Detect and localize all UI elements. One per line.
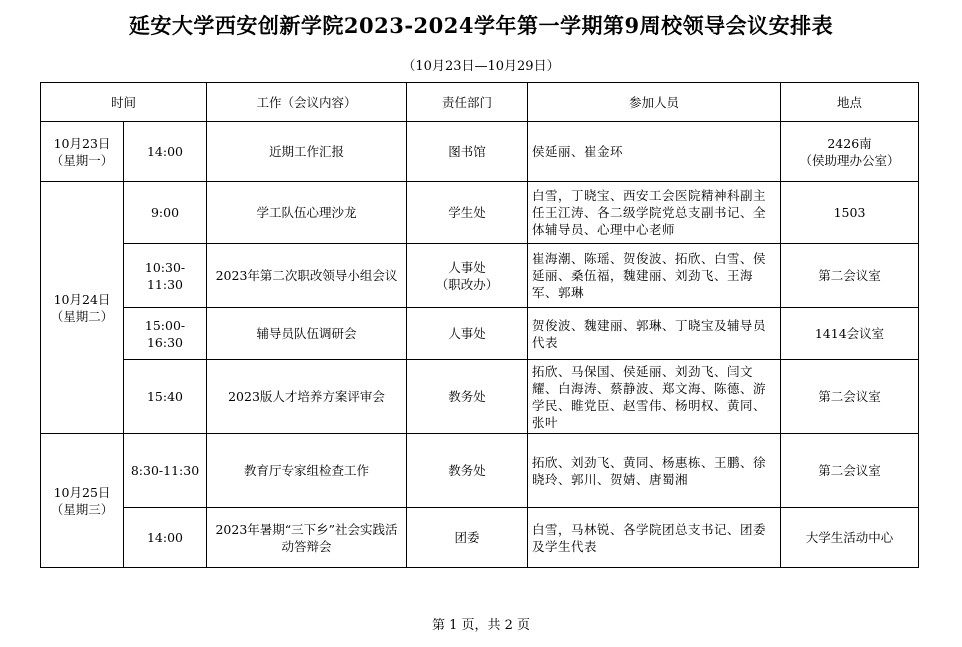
time-cell: 15:00-16:30 [124, 308, 207, 360]
day-cell [41, 434, 124, 568]
location-cell: 大学生活动中心 [781, 508, 919, 568]
header-location: 地点 [781, 83, 919, 122]
location-cell: 2426南 （侯助理办公室） [781, 122, 919, 182]
page-title: 延安大学西安创新学院2023-2024学年第一学期第9周校领导会议安排表 [128, 13, 834, 38]
work-cell: 2023年第二次职改领导小组会议 [207, 244, 407, 308]
attendees-cell: 侯延丽、崔金环 [528, 122, 781, 182]
attendees-cell: 白雪，马林锐、各学院团总支书记、团委及学生代表 [528, 508, 781, 568]
day-date: 10月24日 [53, 291, 111, 307]
attendees-cell: 拓欣、刘劲飞、黄同、杨惠栋、王鹏、徐晓玲、郭川、贺婧、唐蜀湘 [528, 434, 781, 508]
attendees-cell: 崔海潮、陈瑶、贺俊波、拓欣、白雪、侯延丽、桑伍福，魏建丽、刘劲飞、王海军、郭琳 [528, 244, 781, 308]
dept-cell: 图书馆 [407, 122, 528, 182]
dept-cell: 学生处 [407, 182, 528, 244]
work-cell: 学工队伍心理沙龙 [207, 182, 407, 244]
work-cell: 教育厅专家组检查工作 [207, 434, 407, 508]
schedule-table [40, 82, 919, 568]
time-cell: 14:00 [124, 122, 207, 182]
location-cell: 1503 [781, 182, 919, 244]
day-date: 10月25日 [53, 484, 111, 500]
day-cell [41, 182, 124, 434]
day-weekday: （星期三） [50, 501, 114, 517]
day-weekday: （星期一） [50, 152, 114, 168]
day-cell [41, 122, 124, 182]
dept-cell: 人事处 （职改办） [407, 244, 528, 308]
location-cell: 第二会议室 [781, 434, 919, 508]
time-cell: 8:30-11:30 [124, 434, 207, 508]
page-number: 第 1 页，共 2 页 [431, 618, 531, 633]
day-weekday: （星期二） [50, 308, 114, 324]
time-cell: 10:30-11:30 [124, 244, 207, 308]
time-cell: 9:00 [124, 182, 207, 244]
dept-cell: 教务处 [407, 434, 528, 508]
time-cell: 14:00 [124, 508, 207, 568]
header-attendees: 参加人员 [528, 83, 781, 122]
table-row [41, 360, 919, 434]
dept-cell: 人事处 [407, 308, 528, 360]
date-range-subtitle: （10月23日—10月29日） [402, 59, 560, 74]
header-row [41, 83, 919, 122]
work-cell: 辅导员队伍调研会 [207, 308, 407, 360]
location-cell: 第二会议室 [781, 244, 919, 308]
table-row [41, 244, 919, 308]
location-cell: 1414会议室 [781, 308, 919, 360]
work-cell: 近期工作汇报 [207, 122, 407, 182]
time-cell: 15:40 [124, 360, 207, 434]
dept-cell: 教务处 [407, 360, 528, 434]
attendees-cell: 拓欣、马保国、侯延丽、刘劲飞、闫文耀、白海涛、蔡静波、郑文海、陈德、游学民、睢党臣、赵雪伟、杨明权、黄同、张叶 [528, 360, 781, 434]
dept-cell: 团委 [407, 508, 528, 568]
header-time: 时间 [41, 83, 207, 122]
table-row [41, 508, 919, 568]
table-row [41, 308, 919, 360]
header-dept: 责任部门 [407, 83, 528, 122]
work-cell: 2023年暑期“三下乡”社会实践活动答辩会 [207, 508, 407, 568]
day-date: 10月23日 [53, 135, 111, 151]
table-row [41, 434, 919, 508]
attendees-cell: 贺俊波、魏建丽、郭琳、丁晓宝及辅导员代表 [528, 308, 781, 360]
attendees-cell: 白雪，丁晓宝、西安工会医院精神科副主任王江涛、各二级学院党总支副书记、全体辅导员、心理中心老师 [528, 182, 781, 244]
work-cell: 2023版人才培养方案评审会 [207, 360, 407, 434]
header-work: 工作（会议内容） [207, 83, 407, 122]
location-cell: 第二会议室 [781, 360, 919, 434]
table-row [41, 182, 919, 244]
table-row [41, 122, 919, 182]
